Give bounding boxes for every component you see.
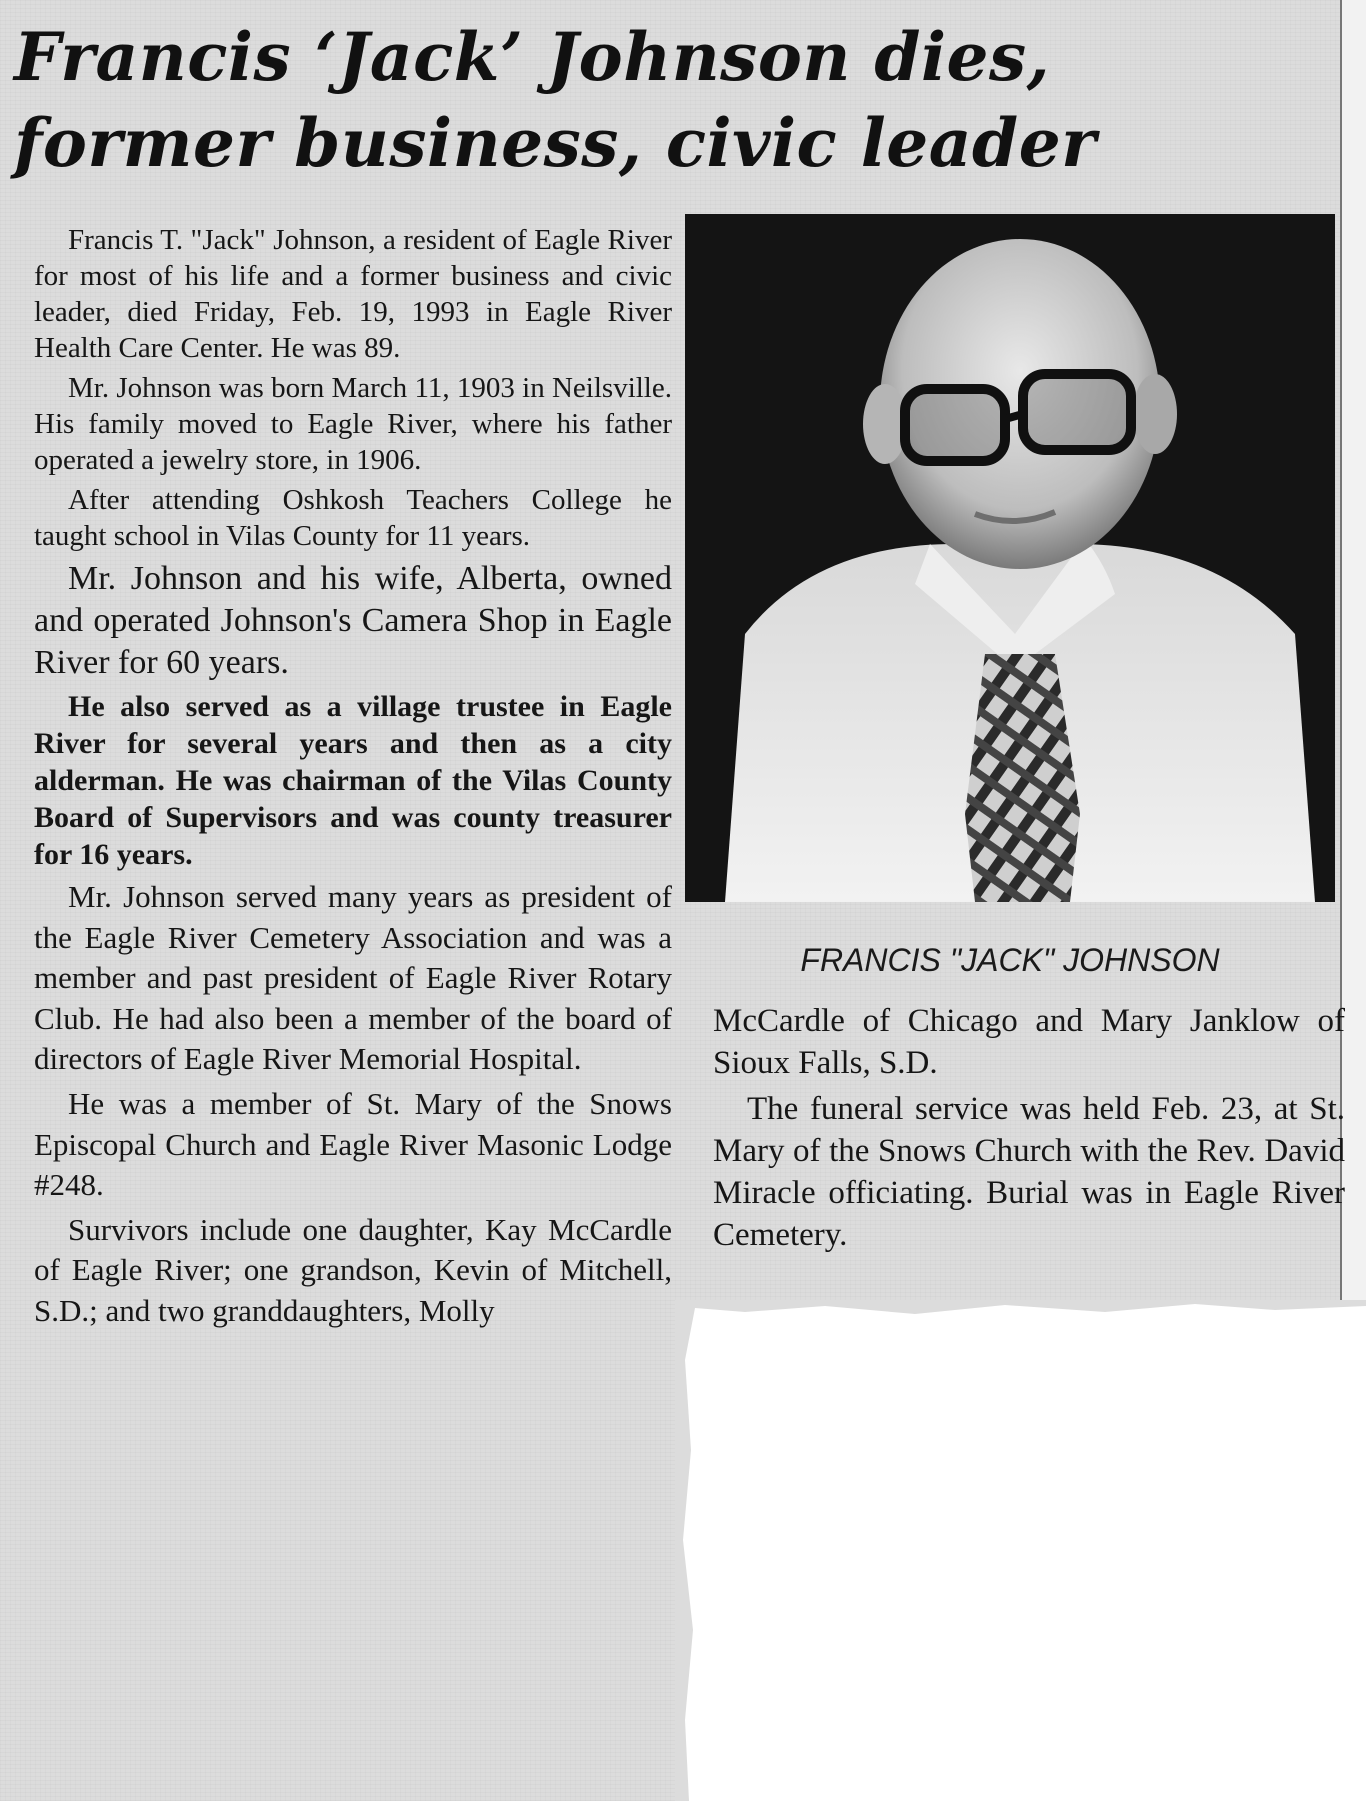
portrait-illustration bbox=[685, 214, 1335, 902]
paragraph-survivors: Survivors include one daughter, Kay McCardle of Eagle River; one grandson, Kevin of Mitchell, S.D.; and two granddaughters, Molly bbox=[34, 1211, 672, 1328]
paragraph-associations: Mr. Johnson served many years as president of the Eagle River Cemetery Association and was a member and past president of Eagle River Rotary Club. He had also been a member of the board of directors of Eagle River Memorial Hospital. bbox=[34, 879, 672, 1077]
paragraph-camera-shop: Mr. Johnson and his wife, Alberta, owned and operated Johnson's Camera Shop in Eagle River for 60 years. bbox=[34, 560, 672, 681]
glasses-right-lens bbox=[1023, 374, 1131, 450]
headline-line-2: former business, civic leader bbox=[14, 104, 1097, 182]
portrait-photo bbox=[685, 214, 1335, 902]
headline-line-1: Francis ‘Jack’ Johnson dies, bbox=[14, 18, 1051, 96]
paragraph-church: He was a member of St. Mary of the Snows Episcopal Church and Eagle River Masonic Lodge #248. bbox=[34, 1085, 672, 1203]
paragraph-education: After attending Oshkosh Teachers College he taught school in Vilas County for 11 years. bbox=[34, 484, 672, 552]
paragraph-survivors-continued: McCardle of Chicago and Mary Janklow of Sioux Falls, S.D. bbox=[713, 1003, 1345, 1081]
photo-caption: FRANCIS "JACK" JOHNSON bbox=[800, 942, 1220, 978]
obituary-right-column bbox=[713, 1000, 1345, 1260]
glasses-left-lens bbox=[905, 389, 1005, 461]
torn-blank-area bbox=[675, 1300, 1366, 1801]
paragraph-civic-service: He also served as a village trustee in Eagle River for several years and then as a city alderman. He was chairman of the Vilas County Board of Supervisors and was county treasurer for 16 years. bbox=[34, 690, 672, 871]
obituary-left-column bbox=[34, 222, 672, 1336]
glasses-bridge bbox=[1005, 414, 1023, 419]
paragraph-intro: Francis T. "Jack" Johnson, a resident of Eagle River for most of his life and a former business and civic leader, died Friday, Feb. 19, 1993 in Eagle River Health Care Center. He was 89. bbox=[34, 224, 672, 364]
torn-edge bbox=[675, 1300, 1366, 1801]
paragraph-funeral: The funeral service was held Feb. 23, at St. Mary of the Snows Church with the Rev. David Miracle officiating. Burial was in Eagle River Cemetery. bbox=[713, 1091, 1345, 1253]
paragraph-birth: Mr. Johnson was born March 11, 1903 in Neilsville. His family moved to Eagle River, where his father operated a jewelry store, in 1906. bbox=[34, 372, 672, 476]
right-ear-shape bbox=[1133, 374, 1177, 454]
headline bbox=[14, 14, 1314, 186]
